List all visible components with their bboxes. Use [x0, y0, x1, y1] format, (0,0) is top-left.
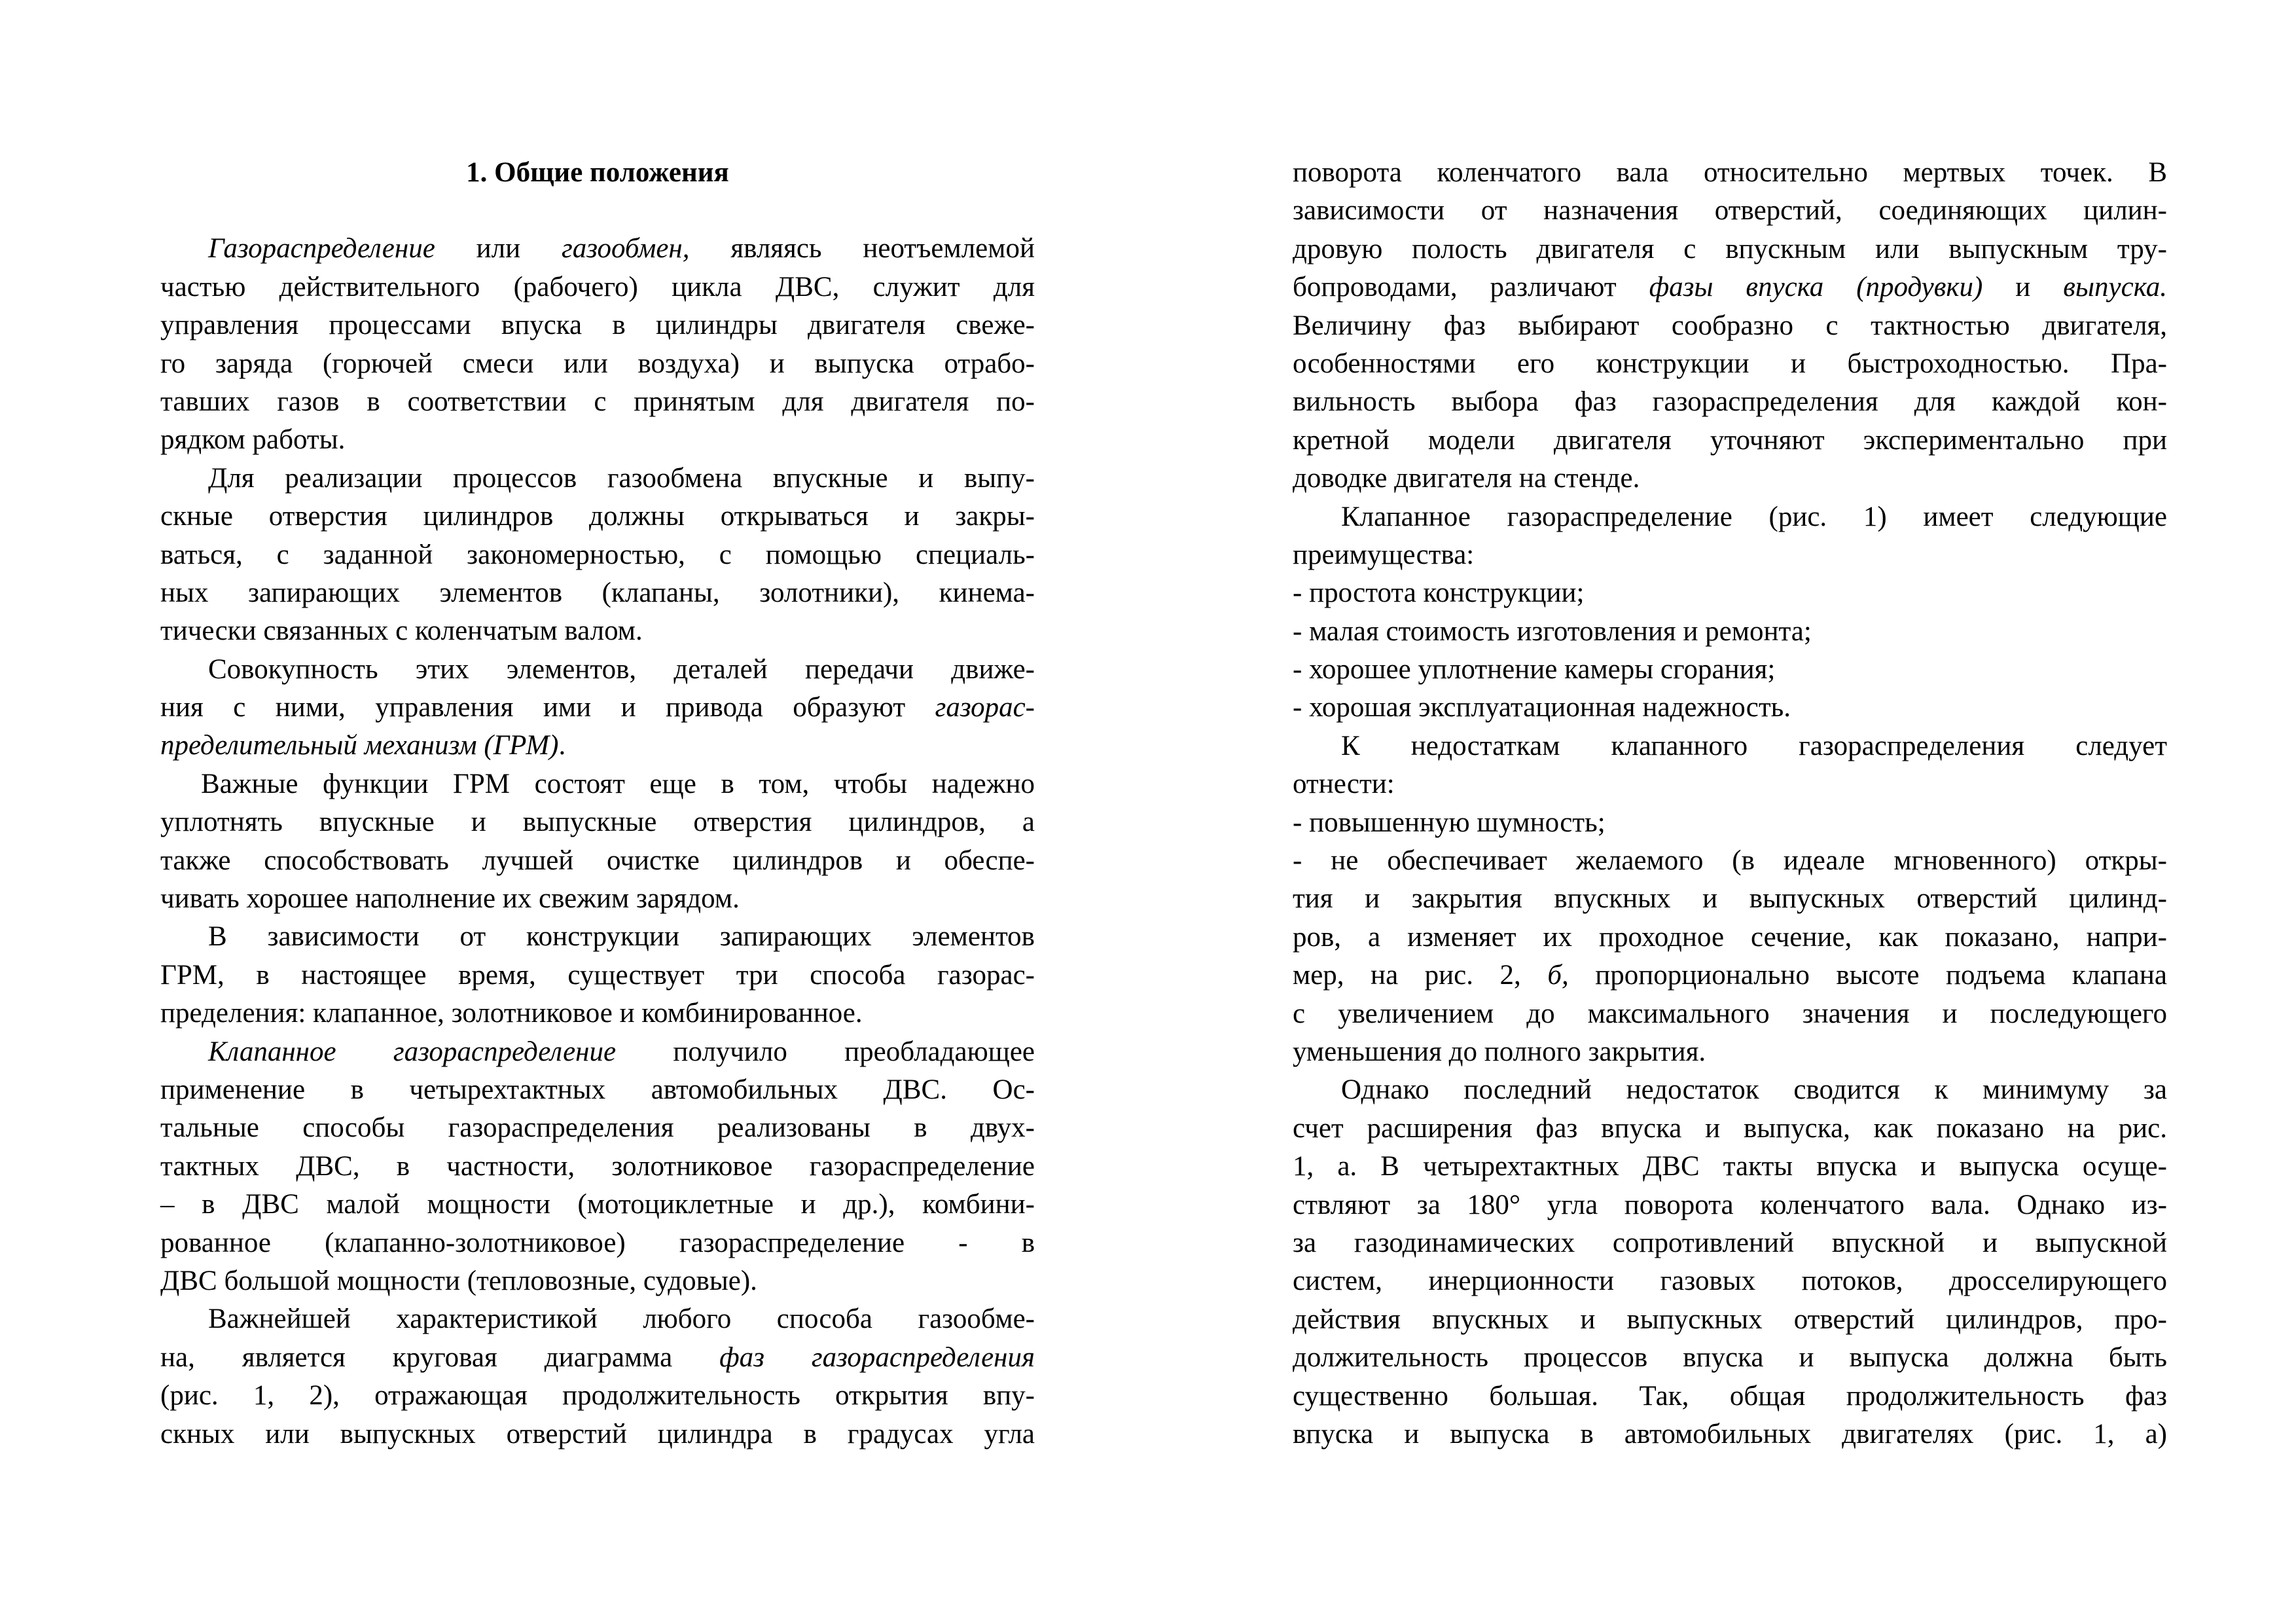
text-line: – в ДВС малой мощности (мотоциклетные и др.), комбини- [160, 1189, 1035, 1220]
term-italic: газообмен, [561, 233, 690, 264]
text-line: К недостаткам клапанного газораспределения следует [1341, 730, 2167, 761]
text-line: чивать хорошее наполнение их свежим зарядом. [160, 883, 740, 915]
text-line: (рис. 1, 2), отражающая продолжительность открытия впу- [160, 1380, 1035, 1412]
text-line: Важные функции ГРМ состоят еще в том, чтобы надежно [201, 768, 1035, 799]
term-italic: Клапанное газораспределение [208, 1036, 617, 1067]
text-line: должительность процессов впуска и выпуска должна быть [1293, 1342, 2167, 1374]
text-line: частью действительного (рабочего) цикла ДВС, служит для [160, 271, 1035, 302]
text-line [160, 689, 1035, 727]
paragraph-gas-distribution-definition [160, 230, 1035, 459]
text-span: бопроводами, различают [1293, 272, 1649, 303]
text-line [160, 727, 1035, 765]
text-line: ров, а изменяет их проходное сечение, как показано, напри- [1293, 921, 2167, 953]
text-line [160, 230, 1035, 268]
term-italic: выпуска. [2063, 272, 2167, 303]
text-line: тавших газов в соответствии с принятым для двигателя по- [160, 386, 1035, 417]
section-title: 1. Общие положения [466, 157, 729, 188]
text-line: отнести: [1293, 769, 1395, 800]
text-line: дровую полость двигателя с впускным или выпускным тру- [1293, 233, 2167, 264]
text-line: управления процессами впуска в цилиндры двигателя свеже- [160, 310, 1035, 341]
text-line: рованное (клапанно-золотниковое) газораспределение - в [160, 1227, 1035, 1258]
text-span: и [1982, 272, 2064, 303]
list-item: - хорошая эксплуатационная надежность. [1293, 692, 1791, 723]
text-line [160, 1339, 1035, 1377]
text-line: ствляют за 180° угла поворота коленчатого вала. Однако из- [1293, 1189, 2167, 1220]
paragraph-grm-functions [160, 765, 1035, 919]
text-line: впуска и выпуска в автомобильных двигателях (рис. 1, а) [1293, 1418, 2167, 1450]
paragraph-distribution-methods [160, 918, 1035, 1032]
advantages-list [1293, 574, 2167, 727]
text-line: применение в четырехтактных автомобильных ДВС. Ос- [160, 1074, 1035, 1105]
left-text-column [160, 154, 1035, 1453]
list-item: - простота конструкции; [1293, 577, 1585, 609]
text-line: ГРМ, в настоящее время, существует три способа газорас- [160, 959, 1035, 991]
text-line: пределения: клапанное, золотниковое и комбинированное. [160, 998, 863, 1029]
right-page [1293, 0, 2167, 1623]
text-span: ния с ними, управления ими и привода образуют [160, 692, 935, 723]
text-line: кретной модели двигателя уточняют экспериментально при [1293, 424, 2167, 456]
paragraph-disadvantages-intro [1293, 727, 2167, 804]
text-line: ваться, с заданной закономерностью, с помощью специаль- [160, 539, 1035, 570]
text-span: на, является круговая диаграмма [160, 1341, 720, 1373]
text-span: пропорционально высоте подъема клапана [1568, 960, 2167, 991]
right-text-column [1293, 154, 2167, 1453]
text-span: получило преобладающее [616, 1036, 1035, 1067]
text-line [160, 1033, 1035, 1071]
paragraph-advantages-intro [1293, 498, 2167, 575]
term-italic: фаз газораспределения [719, 1341, 1035, 1373]
disadvantages-list [1293, 804, 2167, 1072]
paragraph-phase-diagram [160, 1300, 1035, 1453]
paragraph-phase-expansion [1293, 1071, 2167, 1453]
text-line: уплотнять впускные и выпускные отверстия цилиндров, а [160, 807, 1035, 838]
text-line: за газодинамических сопротивлений впускной и выпускной [1293, 1227, 2167, 1258]
term-italic: Газораспределение [208, 233, 435, 264]
list-item: - повышенную шумность; [1293, 807, 1605, 838]
term-italic: б, [1547, 960, 1569, 991]
text-line: особенностями его конструкции и быстроходностью. Пра- [1293, 348, 2167, 379]
text-line: Однако последний недостаток сводится к минимуму за [1341, 1074, 2167, 1106]
paragraph-phases-continued [1293, 154, 2167, 498]
text-line: тальные способы газораспределения реализованы в двух- [160, 1112, 1035, 1144]
text-line: тактных ДВС, в частности, золотниковое газораспределение [160, 1150, 1035, 1182]
paragraph-valve-distribution [160, 1033, 1035, 1301]
text-line: также способствовать лучшей очистке цилиндров и обеспе- [160, 845, 1035, 876]
text-line: ДВС большой мощности (тепловозные, судовые). [160, 1265, 757, 1296]
text-line: уменьшения до полного закрытия. [1293, 1036, 1706, 1067]
list-item: - хорошее уплотнение камеры сгорания; [1293, 654, 1776, 685]
term-italic: пределительный механизм (ГРМ) [160, 730, 559, 761]
text-line: Для реализации процессов газообмена впускные и выпу- [208, 462, 1035, 494]
text-line: вильность выбора фаз газораспределения для каждой кон- [1293, 386, 2167, 418]
term-italic: фазы впуска (продувки) [1649, 272, 1983, 303]
text-line: зависимости от назначения отверстий, соединяющих цилин- [1293, 195, 2167, 227]
left-page [160, 0, 1035, 1623]
list-item: - не обеспечивает желаемого (в идеале мгновенного) откры- [1293, 845, 2167, 877]
text-line: систем, инерционности газовых потоков, дросселирующего [1293, 1266, 2167, 1297]
text-line: скные отверстия цилиндров должны открываться и закры- [160, 501, 1035, 532]
text-span: являясь неотъемлемой [689, 233, 1035, 264]
text-span: . [558, 730, 566, 761]
text-line [1293, 268, 2167, 306]
text-line: тия и закрытия впускных и выпускных отверстий цилинд- [1293, 883, 2167, 915]
text-line: Клапанное газораспределение (рис. 1) имеет следующие [1341, 501, 2167, 532]
text-line: Важнейшей характеристикой любого способа газообме- [208, 1304, 1035, 1335]
text-line: рядком работы. [160, 424, 346, 456]
text-line: счет расширения фаз впуска и выпуска, как показано на рис. [1293, 1112, 2167, 1144]
text-line: действия впускных и выпускных отверстий цилиндров, про- [1293, 1304, 2167, 1335]
text-span: или [435, 233, 562, 264]
paragraph-gas-exchange-elements [160, 460, 1035, 651]
paragraph-grm-definition [160, 651, 1035, 765]
text-line: доводке двигателя на стенде. [1293, 463, 1640, 494]
text-line: 1, а. В четырехтактных ДВС такты впуска и выпуска осуще- [1293, 1151, 2167, 1182]
text-line: В зависимости от конструкции запирающих элементов [208, 921, 1035, 953]
list-item: - малая стоимость изготовления и ремонта; [1293, 615, 1812, 647]
text-line: Величину фаз выбирают сообразно с тактностью двигателя, [1293, 310, 2167, 341]
text-line: тически связанных с коленчатым валом. [160, 615, 643, 647]
text-line: с увеличением до максимального значения и последующего [1293, 998, 2167, 1029]
text-line [1293, 957, 2167, 994]
text-line: ных запирающих элементов (клапаны, золотники), кинема- [160, 577, 1035, 608]
text-line: поворота коленчатого вала относительно мертвых точек. В [1293, 157, 2167, 188]
text-span: мер, на рис. 2, [1293, 960, 1548, 991]
text-line: скных или выпускных отверстий цилиндра в градусах угла [160, 1418, 1035, 1450]
term-italic: газорас- [935, 692, 1035, 723]
text-line: преимущества: [1293, 539, 1475, 570]
text-line: Совокупность этих элементов, деталей передачи движе- [208, 653, 1035, 685]
text-line: существенно большая. Так, общая продолжительность фаз [1293, 1380, 2167, 1412]
text-line: го заряда (горючей смеси или воздуха) и выпуска отрабо- [160, 348, 1035, 379]
